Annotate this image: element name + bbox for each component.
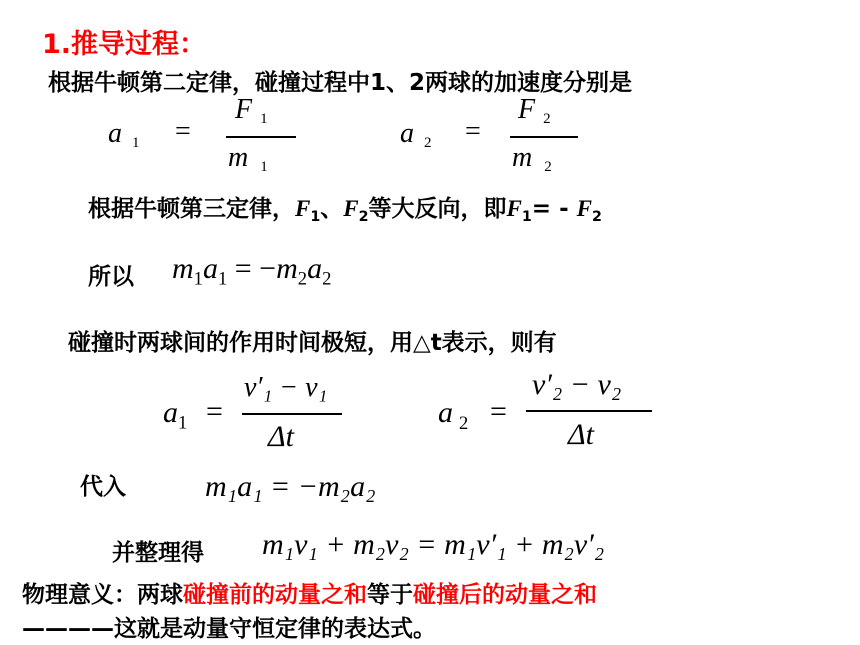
intro-text: 根据牛顿第二定律，碰撞过程中1、2两球的加速度分别是 [48, 70, 633, 96]
fraction-bar [526, 410, 652, 412]
numerator-F: F [235, 94, 253, 125]
symbol-a: a [400, 118, 414, 149]
denominator: Δt [268, 420, 294, 453]
highlight-after: 碰撞后的动量之和 [413, 582, 597, 608]
substitute-label: 代入 [80, 474, 126, 500]
symbol-a: a [438, 396, 453, 429]
delta-t-text: 碰撞时两球间的作用时间极短，用△t表示，则有 [68, 330, 557, 356]
fraction-bar [226, 136, 296, 138]
subscript: 1 [178, 412, 188, 434]
subscript: 1 [260, 159, 268, 176]
subscript: 2 [424, 135, 432, 152]
subscript: 2 [544, 159, 552, 176]
momentum-equation: m₁v₁ + m₂v₂ = m₁v′₁ + m₂v′₂ [262, 528, 605, 561]
symbol-F: F [576, 196, 592, 221]
subscript: 2 [297, 268, 308, 290]
so-equation [172, 252, 331, 291]
operator: = − [227, 252, 277, 285]
numerator: v′₁ − v₁ [244, 372, 328, 403]
subscript: 2 [543, 111, 551, 128]
third-law-text [88, 190, 602, 225]
fraction-bar [510, 136, 578, 138]
subscript: 2 [322, 268, 332, 290]
meaning-prefix: 物理意义：两球 [22, 582, 183, 608]
denominator: Δt [568, 418, 594, 451]
meaning-mid: 等于 [367, 582, 413, 608]
subscript: 1 [521, 208, 532, 225]
subscript: 2 [591, 208, 602, 225]
denominator-m: m [512, 142, 533, 173]
symbol-F: F [506, 196, 522, 221]
physical-meaning [22, 576, 597, 609]
subscript: 1 [310, 208, 321, 225]
equals-sign: = [175, 116, 191, 147]
symbol-a: a [307, 252, 323, 285]
subscript: 1 [260, 111, 268, 128]
result-label: 并整理得 [112, 540, 204, 566]
symbol-a: a [163, 396, 178, 429]
section-heading: 1.推导过程： [42, 29, 207, 60]
symbol-F: F [343, 196, 359, 221]
numerator: v′₂ − v₂ [532, 368, 622, 401]
subscript: 1 [132, 135, 140, 152]
symbol-m: m [276, 252, 298, 285]
subscript: 2 [459, 412, 469, 434]
equals-negative: = - [531, 196, 577, 222]
so-label: 所以 [88, 264, 134, 290]
conclusion-text: ————这就是动量守恒定律的表达式。 [22, 616, 436, 642]
third-law-lead: 根据牛顿第三定律， [88, 196, 295, 222]
numerator-F: F [518, 94, 536, 125]
symbol-a: a [202, 252, 218, 285]
denominator-m: m [228, 142, 249, 173]
equals-sign: = [490, 395, 507, 428]
separator: 、 [320, 196, 344, 222]
subscript: 1 [193, 268, 203, 290]
subscript: 2 [358, 208, 369, 225]
equals-sign: = [206, 395, 223, 428]
equals-sign: = [465, 116, 481, 147]
symbol-m: m [172, 252, 194, 285]
symbol-F: F [295, 196, 311, 221]
fraction-bar [242, 413, 342, 415]
third-law-mid: 等大反向，即 [368, 196, 507, 222]
symbol-a: a [108, 118, 122, 149]
substitute-equation: m₁a₁ = −m₂a₂ [205, 470, 376, 503]
subscript: 1 [217, 268, 228, 290]
highlight-before: 碰撞前的动量之和 [183, 582, 367, 608]
